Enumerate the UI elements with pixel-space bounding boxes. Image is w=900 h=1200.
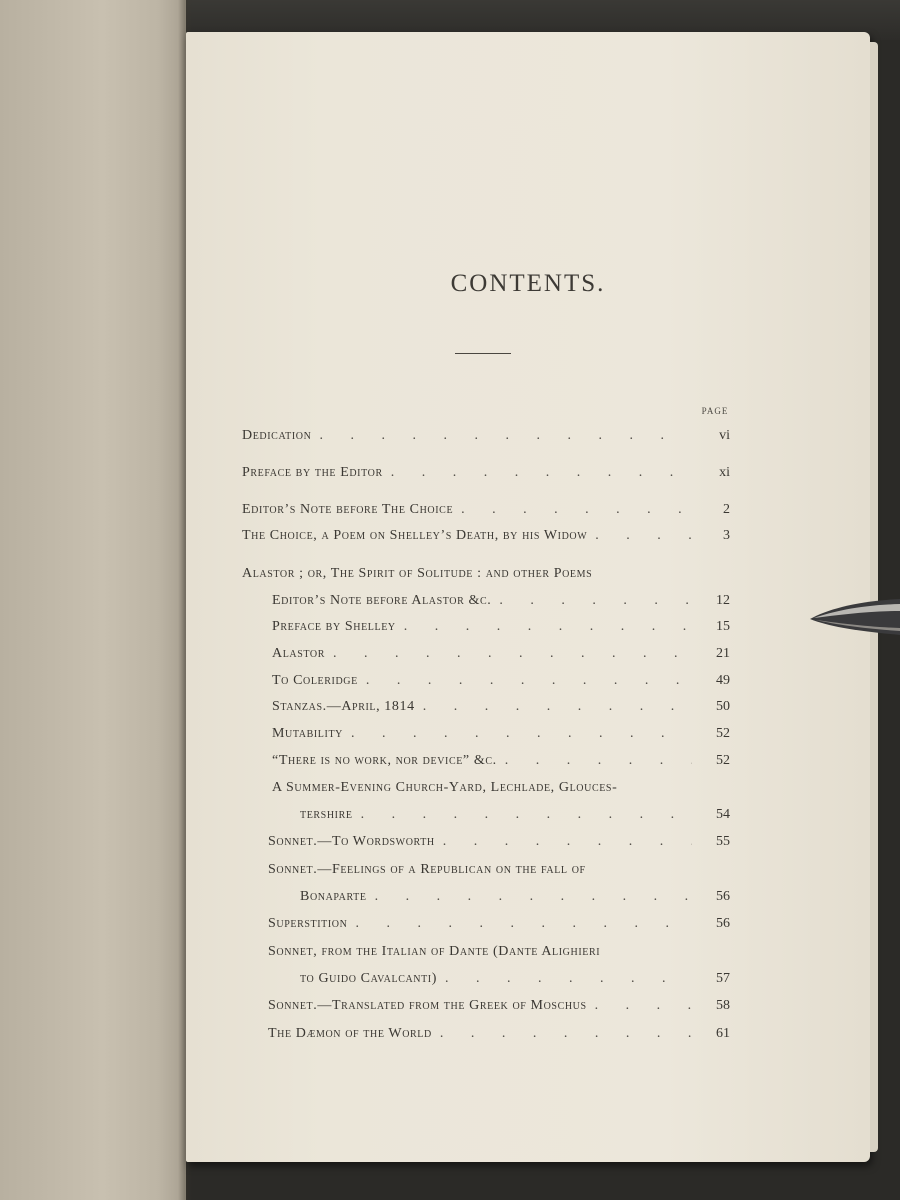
toc-entry — [272, 753, 730, 773]
leader-dots — [353, 807, 692, 823]
toc-title: The Dæmon of the World — [268, 1026, 432, 1041]
toc-section-heading — [242, 566, 730, 586]
toc-title: Mutability — [272, 726, 343, 741]
toc-entry — [242, 465, 730, 485]
toc-entry-continued — [268, 862, 730, 882]
toc-title: Sonnet.—Feelings of a Republican on the fall of — [268, 862, 586, 877]
leader-dots — [325, 646, 692, 662]
contents-page — [186, 32, 870, 1162]
toc-entry — [300, 889, 730, 909]
leader-dots — [435, 834, 692, 850]
toc-page-number: 12 — [716, 593, 730, 608]
toc-page-number: 61 — [716, 1026, 730, 1041]
toc-title: Editor’s Note before Alastor &c. — [272, 593, 492, 608]
leader-dots — [432, 1026, 692, 1042]
toc-entry — [268, 998, 730, 1018]
leader-dots — [347, 916, 692, 932]
toc-title: “There is no work, nor device” &c. — [272, 753, 497, 768]
leader-dots — [396, 619, 692, 635]
toc-page-number: 3 — [723, 528, 730, 543]
toc-page-number: vi — [719, 428, 730, 443]
toc-title: The Choice, a Poem on Shelley’s Death, by his Widow — [242, 528, 588, 543]
page-column-label: PAGE — [701, 406, 729, 416]
toc-title: to Guido Cavalcanti) — [300, 971, 438, 986]
toc-title: Dedication — [242, 428, 312, 443]
toc-page-number: 21 — [716, 646, 730, 661]
toc-title: Bonaparte — [300, 889, 367, 904]
toc-title: Preface by Shelley — [272, 619, 396, 634]
toc-title: Alastor ; or, The Spirit of Solitude : and other Poems — [242, 566, 593, 581]
leader-dots — [383, 465, 692, 481]
toc-title: Preface by the Editor — [242, 465, 383, 480]
pen-pointer — [808, 595, 900, 639]
toc-title: tershire — [300, 807, 353, 822]
leader-dots — [587, 528, 692, 544]
page-title: CONTENTS. — [450, 270, 606, 297]
toc-title: Superstition — [268, 916, 348, 931]
toc-entry — [242, 528, 730, 548]
leader-dots — [491, 593, 692, 609]
toc-page-number: 52 — [716, 726, 730, 741]
toc-entry-continued — [272, 780, 730, 800]
toc-page-number: 58 — [716, 998, 730, 1013]
toc-entry — [268, 1026, 730, 1046]
toc-title: Sonnet.—To Wordsworth — [268, 834, 435, 849]
toc-title: Sonnet.—Translated from the Greek of Moschus — [268, 998, 587, 1013]
toc-title: A Summer-Evening Church-Yard, Lechlade, Glouces- — [272, 780, 618, 795]
toc-page-number: 57 — [716, 971, 730, 986]
title-rule — [455, 353, 511, 354]
toc-entry — [272, 699, 730, 719]
toc-entry — [242, 502, 730, 522]
toc-entry — [272, 593, 730, 613]
toc-entry — [272, 726, 730, 746]
toc-entry — [272, 619, 730, 639]
leader-dots — [367, 889, 692, 905]
leader-dots — [311, 428, 692, 444]
toc-page-number: 49 — [716, 673, 730, 688]
toc-page-number: 50 — [716, 699, 730, 714]
leader-dots — [415, 699, 692, 715]
toc-page-number: 2 — [723, 502, 730, 517]
toc-page-number: 54 — [716, 807, 730, 822]
toc-page-number: 15 — [716, 619, 730, 634]
toc-entry-continued — [268, 944, 730, 964]
leader-dots — [343, 726, 692, 742]
toc-page-number: 56 — [716, 889, 730, 904]
toc-entry — [268, 916, 730, 936]
toc-page-number: xi — [719, 465, 730, 480]
toc-entry — [300, 971, 730, 991]
toc-title: Editor’s Note before The Choice — [242, 502, 454, 517]
toc-title: Sonnet, from the Italian of Dante (Dante Alighieri — [268, 944, 601, 959]
toc-page-number: 55 — [716, 834, 730, 849]
toc-page-number: 52 — [716, 753, 730, 768]
toc-page-number: 56 — [716, 916, 730, 931]
toc-title: To Coleridge — [272, 673, 358, 688]
toc-entry — [272, 646, 730, 666]
leader-dots — [497, 753, 692, 769]
leader-dots — [358, 673, 692, 689]
toc-entry — [242, 428, 730, 448]
leader-dots — [453, 502, 692, 518]
toc-title: Stanzas.—April, 1814 — [272, 699, 415, 714]
toc-entry — [300, 807, 730, 827]
toc-entry — [272, 673, 730, 693]
leader-dots — [587, 998, 692, 1014]
leader-dots — [437, 971, 692, 987]
left-page — [0, 0, 186, 1200]
toc-title: Alastor — [272, 646, 326, 661]
toc-entry — [268, 834, 730, 854]
